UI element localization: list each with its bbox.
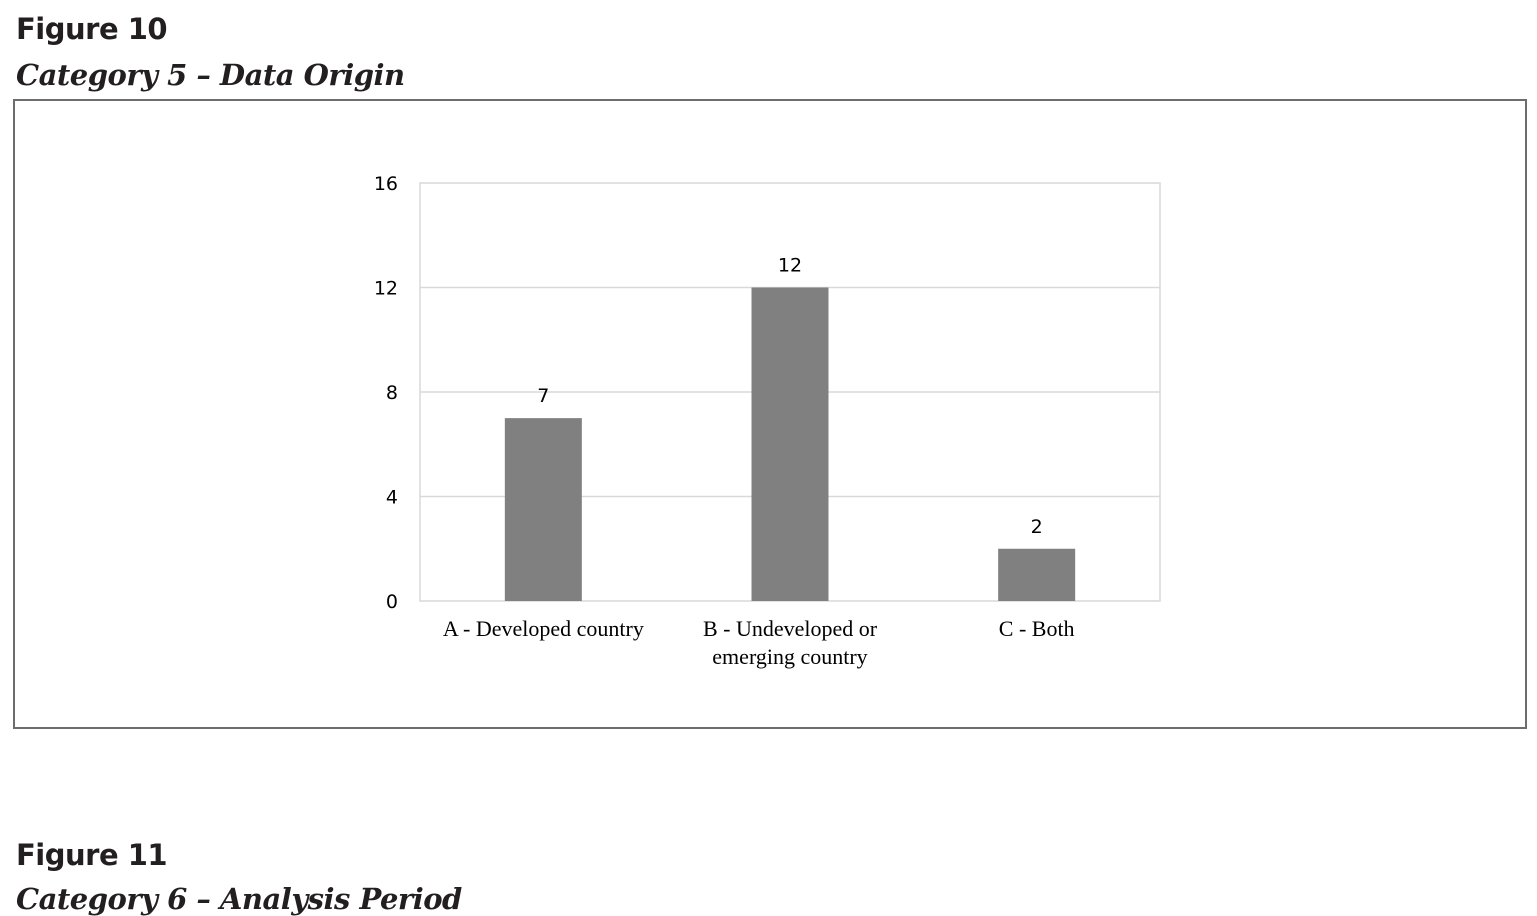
- x-category-label: B - Undeveloped or: [702, 616, 878, 641]
- figure-10-heading: Figure 10: [16, 12, 168, 46]
- bar-chart: [15, 101, 1525, 727]
- x-category-label: C - Both: [998, 616, 1075, 641]
- x-axis-categories: [443, 616, 1075, 669]
- y-tick-label: 4: [385, 486, 398, 509]
- data-label: 7: [537, 385, 550, 408]
- y-tick-label: 0: [385, 591, 398, 613]
- x-category-label: emerging country: [712, 644, 868, 669]
- bar: [998, 549, 1075, 601]
- bar: [505, 418, 582, 601]
- data-label: 2: [1030, 515, 1043, 538]
- y-tick-label: 12: [373, 277, 398, 300]
- x-category-label: A - Developed country: [442, 616, 644, 641]
- y-tick-label: 8: [385, 382, 398, 404]
- chart-frame: [13, 99, 1527, 729]
- figure-11-caption: Category 6 – Analysis Period: [16, 882, 462, 916]
- bars: [505, 288, 1075, 602]
- y-tick-label: 16: [373, 173, 398, 195]
- y-axis-ticks: [374, 173, 398, 613]
- figure-11-heading: Figure 11: [16, 838, 168, 872]
- figure-10-caption: Category 5 – Data Origin: [16, 58, 405, 92]
- bar: [752, 288, 829, 602]
- data-label: 12: [777, 254, 803, 277]
